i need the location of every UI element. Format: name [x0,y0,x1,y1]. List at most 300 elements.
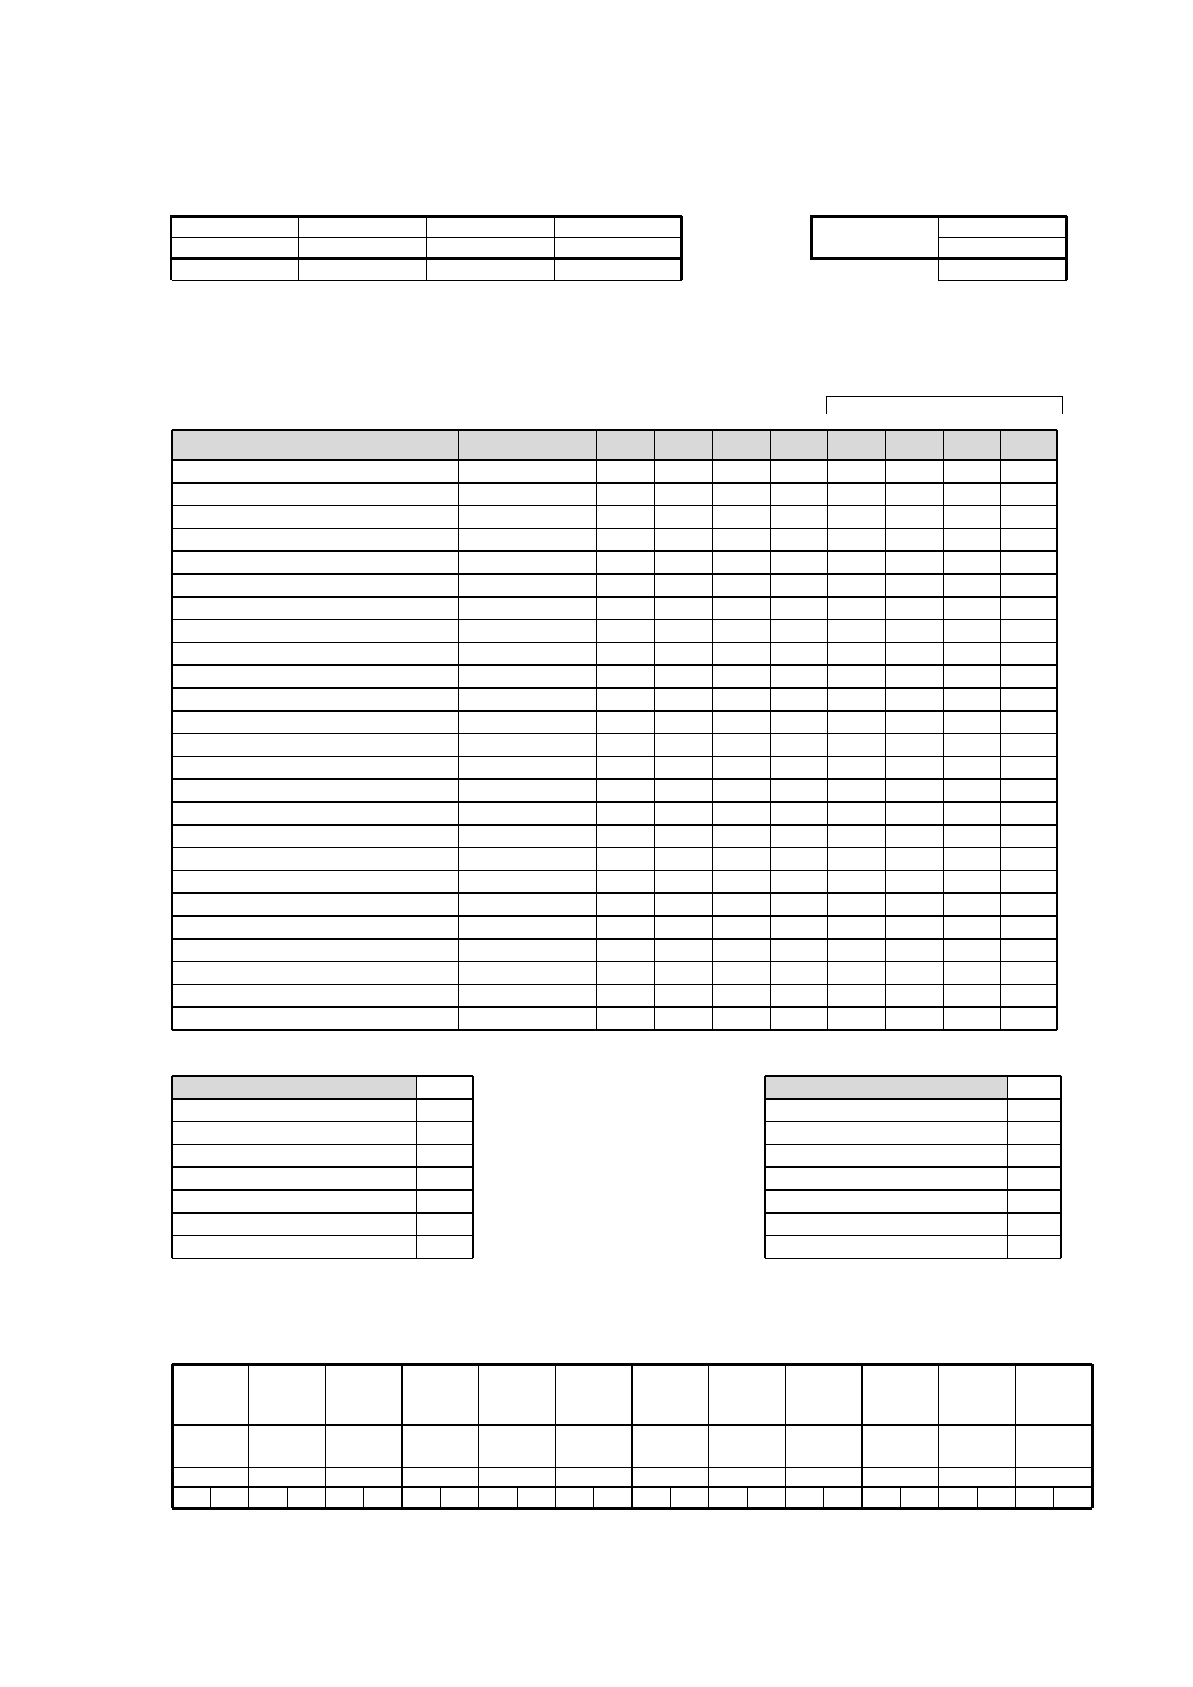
main-table-cell[interactable] [458,597,596,620]
main-table-cell[interactable] [712,779,770,802]
main-table-cell[interactable] [172,551,458,574]
main-table-cell[interactable] [885,551,943,574]
main-table-cell[interactable] [712,506,770,529]
main-table-cell[interactable] [654,893,712,916]
main-table-cell[interactable] [458,460,596,483]
main-table-cell[interactable] [596,483,654,506]
main-table-cell[interactable] [770,460,827,483]
main-table-cell[interactable] [827,1007,885,1030]
bottom-grid-value-cell[interactable] [172,1425,249,1467]
main-table-cell[interactable] [172,756,458,779]
main-table-cell[interactable] [1000,779,1057,802]
bottom-grid-sub-cell[interactable] [862,1487,900,1508]
main-table-cell[interactable] [827,939,885,962]
main-table-cell[interactable] [943,984,1000,1007]
summary-left-value-cell[interactable] [416,1213,473,1236]
main-table-cell[interactable] [1000,734,1057,757]
main-table-cell[interactable] [770,620,827,643]
main-table-cell[interactable] [1000,1007,1057,1030]
main-table-cell[interactable] [1000,870,1057,893]
bottom-grid-sub-cell[interactable] [747,1487,785,1508]
main-table-cell[interactable] [827,711,885,734]
bottom-grid-value-cell[interactable] [939,1425,1016,1467]
main-table-cell[interactable] [458,916,596,939]
main-table-cell[interactable] [827,916,885,939]
main-table-cell[interactable] [172,1007,458,1030]
main-table-cell[interactable] [172,483,458,506]
bottom-grid-sub-cell[interactable] [287,1487,325,1508]
main-table-cell[interactable] [885,939,943,962]
main-table-cell[interactable] [596,825,654,848]
main-table-cell[interactable] [770,483,827,506]
main-table-cell[interactable] [596,756,654,779]
main-table-cell[interactable] [1000,939,1057,962]
bottom-grid-sub-cell[interactable] [977,1487,1015,1508]
bottom-grid-sub-cell[interactable] [440,1487,478,1508]
main-table-cell[interactable] [770,734,827,757]
summary-right-value-cell[interactable] [1007,1122,1061,1145]
main-table-cell[interactable] [943,825,1000,848]
main-table-cell[interactable] [712,642,770,665]
main-table-cell[interactable] [172,870,458,893]
main-table-cell[interactable] [596,574,654,597]
main-table-cell[interactable] [712,688,770,711]
main-table-cell[interactable] [458,711,596,734]
bottom-grid-sub-cell[interactable] [555,1487,593,1508]
main-table-cell[interactable] [712,574,770,597]
main-table-cell[interactable] [885,483,943,506]
bottom-grid-sub-cell[interactable] [172,1487,210,1508]
summary-right-value-cell[interactable] [1007,1213,1061,1236]
main-table-cell[interactable] [458,620,596,643]
main-table-cell[interactable] [1000,893,1057,916]
main-table-cell[interactable] [596,984,654,1007]
main-table-cell[interactable] [885,870,943,893]
main-table-cell[interactable] [596,779,654,802]
main-table-cell[interactable] [827,642,885,665]
main-table-cell[interactable] [654,688,712,711]
main-table-cell[interactable] [885,460,943,483]
main-table-cell[interactable] [458,551,596,574]
main-table-cell[interactable] [1000,802,1057,825]
main-table-cell[interactable] [458,665,596,688]
main-table-cell[interactable] [596,848,654,871]
main-table-cell[interactable] [1000,848,1057,871]
main-table-cell[interactable] [827,597,885,620]
main-table-cell[interactable] [654,962,712,985]
main-table-cell[interactable] [654,528,712,551]
bottom-grid-sub-cell[interactable] [479,1487,517,1508]
main-table-cell[interactable] [596,893,654,916]
main-table-cell[interactable] [712,893,770,916]
bottom-grid-sub-cell[interactable] [785,1487,823,1508]
main-table-cell[interactable] [770,779,827,802]
main-table-cell[interactable] [885,665,943,688]
main-table-cell[interactable] [943,574,1000,597]
main-table-cell[interactable] [770,574,827,597]
main-table-cell[interactable] [712,1007,770,1030]
main-table-cell[interactable] [596,642,654,665]
main-table-cell[interactable] [596,962,654,985]
summary-right-value-cell[interactable] [1007,1167,1061,1190]
main-table-cell[interactable] [885,848,943,871]
main-table-cell[interactable] [943,665,1000,688]
main-table-cell[interactable] [712,916,770,939]
main-table-cell[interactable] [770,984,827,1007]
main-table-cell[interactable] [654,483,712,506]
main-table-cell[interactable] [1000,711,1057,734]
main-table-cell[interactable] [654,848,712,871]
main-table-cell[interactable] [654,1007,712,1030]
main-table-cell[interactable] [172,642,458,665]
main-table-cell[interactable] [770,597,827,620]
main-table-cell[interactable] [654,665,712,688]
main-table-cell[interactable] [885,825,943,848]
main-table-cell[interactable] [943,597,1000,620]
main-table-cell[interactable] [885,756,943,779]
main-table-cell[interactable] [1000,574,1057,597]
main-table-cell[interactable] [1000,756,1057,779]
main-table-cell[interactable] [458,779,596,802]
main-table-cell[interactable] [827,665,885,688]
main-table-cell[interactable] [943,893,1000,916]
main-table-cell[interactable] [885,916,943,939]
main-table-cell[interactable] [770,825,827,848]
bottom-grid-sub-cell[interactable] [900,1487,938,1508]
main-table-cell[interactable] [712,939,770,962]
summary-left-value-cell[interactable] [416,1122,473,1145]
summary-left-value-cell[interactable] [416,1190,473,1213]
main-table-cell[interactable] [654,506,712,529]
summary-left-value-cell[interactable] [416,1099,473,1122]
main-table-cell[interactable] [827,688,885,711]
main-table-cell[interactable] [1000,688,1057,711]
main-table-cell[interactable] [654,756,712,779]
main-table-cell[interactable] [885,506,943,529]
bottom-grid-sub-cell[interactable] [402,1487,440,1508]
main-table-cell[interactable] [943,551,1000,574]
main-table-cell[interactable] [943,802,1000,825]
bottom-grid-value-cell[interactable] [785,1425,862,1467]
main-table-cell[interactable] [943,870,1000,893]
main-table-cell[interactable] [654,802,712,825]
main-table-cell[interactable] [943,779,1000,802]
main-table-cell[interactable] [827,779,885,802]
main-table-cell[interactable] [596,460,654,483]
main-table-cell[interactable] [885,597,943,620]
main-table-cell[interactable] [172,506,458,529]
main-table-cell[interactable] [1000,665,1057,688]
main-table-cell[interactable] [770,893,827,916]
main-table-cell[interactable] [885,528,943,551]
main-table-cell[interactable] [596,916,654,939]
main-table-cell[interactable] [770,939,827,962]
bottom-grid-sub-cell[interactable] [517,1487,555,1508]
main-table-cell[interactable] [770,870,827,893]
bottom-grid-value-cell[interactable] [632,1425,709,1467]
main-table-cell[interactable] [172,962,458,985]
main-table-cell[interactable] [654,779,712,802]
main-table-cell[interactable] [885,711,943,734]
main-table-cell[interactable] [654,939,712,962]
bottom-grid-sub-cell[interactable] [1015,1487,1053,1508]
main-table-cell[interactable] [827,802,885,825]
main-table-cell[interactable] [712,460,770,483]
main-table-cell[interactable] [827,506,885,529]
bottom-grid-value-cell[interactable] [402,1425,479,1467]
main-table-cell[interactable] [596,597,654,620]
main-table-cell[interactable] [885,734,943,757]
main-table-cell[interactable] [712,483,770,506]
main-table-cell[interactable] [827,756,885,779]
main-table-cell[interactable] [827,893,885,916]
main-table-cell[interactable] [712,802,770,825]
main-table-cell[interactable] [172,597,458,620]
bottom-grid-sub-cell[interactable] [939,1487,977,1508]
main-table-cell[interactable] [458,506,596,529]
summary-left-value-cell[interactable] [416,1144,473,1167]
bottom-grid-value-cell[interactable] [479,1425,556,1467]
main-table-cell[interactable] [596,734,654,757]
main-table-cell[interactable] [943,506,1000,529]
main-table-cell[interactable] [943,916,1000,939]
main-table-cell[interactable] [596,802,654,825]
main-table-cell[interactable] [943,962,1000,985]
main-table-cell[interactable] [654,984,712,1007]
main-table-cell[interactable] [770,711,827,734]
main-table-cell[interactable] [654,460,712,483]
bottom-grid-sub-cell[interactable] [670,1487,708,1508]
main-table-cell[interactable] [458,939,596,962]
main-table-cell[interactable] [1000,483,1057,506]
main-table-cell[interactable] [943,460,1000,483]
main-table-cell[interactable] [770,916,827,939]
bottom-grid-value-cell[interactable] [249,1425,326,1467]
main-table-cell[interactable] [885,893,943,916]
main-table-cell[interactable] [172,893,458,916]
main-table-cell[interactable] [827,962,885,985]
summary-right-value-cell[interactable] [1007,1190,1061,1213]
main-table-cell[interactable] [654,734,712,757]
main-table-cell[interactable] [885,688,943,711]
summary-right-value-cell[interactable] [1007,1099,1061,1122]
main-table-cell[interactable] [1000,916,1057,939]
main-table-cell[interactable] [172,825,458,848]
bottom-grid-value-cell[interactable] [709,1425,786,1467]
main-table-cell[interactable] [770,506,827,529]
main-table-cell[interactable] [1000,506,1057,529]
main-table-cell[interactable] [596,506,654,529]
main-table-cell[interactable] [1000,551,1057,574]
main-table-cell[interactable] [712,962,770,985]
main-table-cell[interactable] [712,984,770,1007]
main-table-cell[interactable] [885,1007,943,1030]
main-table-cell[interactable] [172,574,458,597]
main-table-cell[interactable] [458,642,596,665]
main-table-cell[interactable] [770,642,827,665]
main-table-cell[interactable] [827,528,885,551]
bottom-grid-sub-cell[interactable] [709,1487,747,1508]
summary-left-value-cell[interactable] [416,1167,473,1190]
main-table-cell[interactable] [943,756,1000,779]
main-table-cell[interactable] [458,1007,596,1030]
main-table-cell[interactable] [654,551,712,574]
main-table-cell[interactable] [770,1007,827,1030]
main-table-cell[interactable] [770,551,827,574]
bottom-grid-value-cell[interactable] [555,1425,632,1467]
main-table-cell[interactable] [1000,620,1057,643]
main-table-cell[interactable] [654,574,712,597]
main-table-cell[interactable] [172,528,458,551]
main-table-cell[interactable] [827,620,885,643]
main-table-cell[interactable] [712,551,770,574]
main-table-cell[interactable] [172,620,458,643]
main-table-cell[interactable] [712,870,770,893]
main-table-cell[interactable] [885,984,943,1007]
main-table-cell[interactable] [596,939,654,962]
main-table-cell[interactable] [827,734,885,757]
main-table-cell[interactable] [172,460,458,483]
bottom-grid-sub-cell[interactable] [594,1487,632,1508]
main-table-cell[interactable] [827,574,885,597]
main-table-cell[interactable] [712,665,770,688]
summary-right-value-cell[interactable] [1007,1144,1061,1167]
main-table-cell[interactable] [1000,528,1057,551]
main-table-cell[interactable] [596,528,654,551]
main-table-cell[interactable] [885,802,943,825]
main-table-cell[interactable] [654,916,712,939]
main-table-cell[interactable] [885,574,943,597]
main-table-cell[interactable] [654,597,712,620]
main-table-cell[interactable] [943,734,1000,757]
main-table-cell[interactable] [458,984,596,1007]
main-table-cell[interactable] [458,756,596,779]
main-table-cell[interactable] [172,848,458,871]
main-table-cell[interactable] [596,551,654,574]
main-table-cell[interactable] [770,962,827,985]
bottom-grid-value-cell[interactable] [325,1425,402,1467]
summary-right-value-cell[interactable] [1007,1236,1061,1259]
main-table-cell[interactable] [172,802,458,825]
main-table-cell[interactable] [712,711,770,734]
main-table-cell[interactable] [654,642,712,665]
main-table-cell[interactable] [712,597,770,620]
main-table-cell[interactable] [943,848,1000,871]
main-table-cell[interactable] [712,848,770,871]
bottom-grid-sub-cell[interactable] [824,1487,862,1508]
main-table-cell[interactable] [458,734,596,757]
main-table-cell[interactable] [458,574,596,597]
bottom-grid-sub-cell[interactable] [249,1487,287,1508]
main-table-cell[interactable] [1000,642,1057,665]
main-table-cell[interactable] [172,779,458,802]
main-table-cell[interactable] [458,962,596,985]
main-table-cell[interactable] [172,734,458,757]
main-table-cell[interactable] [458,802,596,825]
main-table-cell[interactable] [596,688,654,711]
main-table-cell[interactable] [458,483,596,506]
main-table-cell[interactable] [943,688,1000,711]
bottom-grid-sub-cell[interactable] [210,1487,248,1508]
main-table-cell[interactable] [596,665,654,688]
main-table-cell[interactable] [770,688,827,711]
main-table-cell[interactable] [827,825,885,848]
main-table-cell[interactable] [712,825,770,848]
main-table-cell[interactable] [943,620,1000,643]
bottom-grid-value-cell[interactable] [1015,1425,1092,1467]
main-table-cell[interactable] [596,620,654,643]
main-table-cell[interactable] [172,688,458,711]
main-table-cell[interactable] [943,528,1000,551]
main-table-cell[interactable] [654,711,712,734]
main-table-cell[interactable] [943,1007,1000,1030]
main-table-cell[interactable] [458,848,596,871]
main-table-cell[interactable] [827,848,885,871]
main-table-cell[interactable] [943,642,1000,665]
main-table-cell[interactable] [458,825,596,848]
bottom-grid-sub-cell[interactable] [1054,1487,1092,1508]
main-table-cell[interactable] [885,779,943,802]
main-table-cell[interactable] [596,711,654,734]
main-table-cell[interactable] [172,916,458,939]
main-table-cell[interactable] [1000,597,1057,620]
main-table-cell[interactable] [770,528,827,551]
main-table-cell[interactable] [770,848,827,871]
main-table-cell[interactable] [172,984,458,1007]
main-table-cell[interactable] [712,734,770,757]
main-table-cell[interactable] [827,460,885,483]
bottom-grid-sub-cell[interactable] [325,1487,363,1508]
main-table-cell[interactable] [1000,460,1057,483]
main-table-cell[interactable] [827,551,885,574]
main-table-cell[interactable] [827,870,885,893]
main-table-cell[interactable] [943,483,1000,506]
main-table-cell[interactable] [1000,825,1057,848]
main-table-cell[interactable] [885,642,943,665]
main-table-cell[interactable] [654,870,712,893]
main-table-cell[interactable] [172,711,458,734]
main-table-cell[interactable] [885,620,943,643]
main-table-cell[interactable] [596,870,654,893]
bottom-grid-sub-cell[interactable] [364,1487,402,1508]
summary-left-value-cell[interactable] [416,1236,473,1259]
main-table-cell[interactable] [1000,962,1057,985]
main-table-cell[interactable] [712,756,770,779]
main-table-cell[interactable] [458,688,596,711]
main-table-cell[interactable] [943,711,1000,734]
main-table-cell[interactable] [596,1007,654,1030]
main-table-cell[interactable] [770,802,827,825]
main-table-cell[interactable] [458,528,596,551]
main-table-cell[interactable] [827,984,885,1007]
main-table-cell[interactable] [654,620,712,643]
main-table-cell[interactable] [770,665,827,688]
main-table-cell[interactable] [654,825,712,848]
main-table-cell[interactable] [172,939,458,962]
main-table-cell[interactable] [943,939,1000,962]
main-table-cell[interactable] [770,756,827,779]
main-table-cell[interactable] [1000,984,1057,1007]
bottom-grid-value-cell[interactable] [862,1425,939,1467]
bottom-grid-sub-cell[interactable] [632,1487,670,1508]
main-table-cell[interactable] [458,893,596,916]
main-table-cell[interactable] [827,483,885,506]
main-table-cell[interactable] [458,870,596,893]
main-table-cell[interactable] [172,665,458,688]
main-table-cell[interactable] [712,620,770,643]
main-table-cell[interactable] [885,962,943,985]
main-table-cell[interactable] [712,528,770,551]
